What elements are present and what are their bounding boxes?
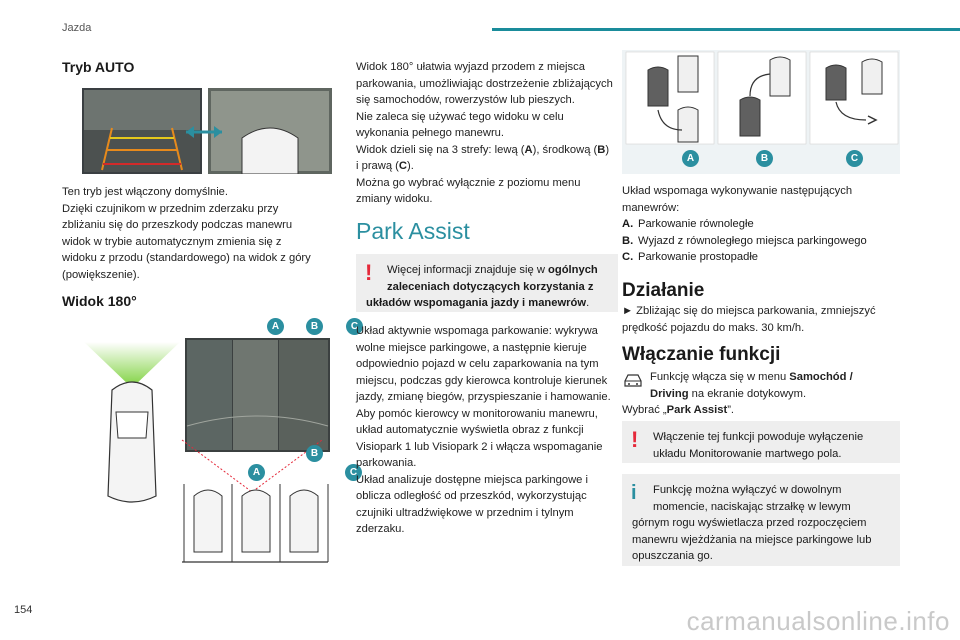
text-line: oblicza odległość od przeszkód, wykorzystując <box>356 490 587 502</box>
text-line: Funkcję włącza się w menu Samochód / <box>650 371 853 383</box>
text-line: manewrów: <box>622 201 680 214</box>
text-line: prędkość pojazdu do maks. 30 km/h. <box>622 321 805 334</box>
deactivation-info-note <box>622 474 900 566</box>
maneuver-c-badge: C <box>846 150 863 167</box>
text-line: ► Zbliżając się do miejsca parkowania, zmniejszyć <box>622 305 876 317</box>
text-line: Visiopark 1 lub Visiopark 2 i włącza wspomaganie <box>356 440 603 453</box>
text-line: zbliżaniu się do przeszkody podczas manewru <box>62 219 293 231</box>
text-line: się samochodów, rowerzystów lub pieszych. <box>356 94 575 106</box>
text-line: zmiany widoku. <box>356 193 433 205</box>
dzialanie-text <box>622 303 904 336</box>
zone-a-badge: A <box>267 318 284 335</box>
text-line: Funkcję można wyłączyć w dowolnym <box>653 484 842 496</box>
text-line: Dzięki czujnikom w przednim zderzaku przy <box>62 202 279 215</box>
text-line: Układ analizuje dostępne miejsca parkingowe i <box>356 473 588 486</box>
text-line: Nie zaleca się używać tego widoku w celu <box>356 110 564 123</box>
zone-c-badge-lower: C <box>345 464 362 481</box>
zones-line-2: i prawą (C). <box>356 160 414 172</box>
view-180-figure <box>82 316 359 566</box>
text-line: Układ wspomaga wykonywanie następujących <box>622 185 853 197</box>
text-line: układu Monitorowanie martwego pola. <box>653 447 842 460</box>
page-number: 154 <box>14 604 33 616</box>
text-line: Wybrać „Park Assist”. <box>622 404 735 416</box>
zones-line-1: Widok dzieli się na 3 strefy: lewą (A), środkową (B) <box>356 143 610 156</box>
text-line: momencie, naciskając strzałkę w lewym <box>653 500 851 513</box>
car-menu-icon <box>622 371 644 389</box>
auto-mode-figure <box>82 88 332 174</box>
warning-mark-icon: ! <box>631 427 639 452</box>
watermark: carmanualsonline.info <box>686 606 950 636</box>
maneuver-b-badge: B <box>756 150 773 167</box>
text-line: Można go wybrać wyłącznie z poziomu menu <box>356 176 581 189</box>
text-line: (powiększenie). <box>62 268 140 281</box>
zone-b-badge: B <box>306 318 323 335</box>
maneuver-item: A. Parkowanie równoległe <box>622 218 754 230</box>
text-line: jazdy, zmianę biegów, przyspieszanie i hamowanie. <box>356 391 611 403</box>
general-recommendations-note: ! Więcej informacji znajduje się w ogólnych zaleceniach dotyczących korzystania z układów wspomagania jazdy i manewrów. <box>356 254 618 312</box>
text-line: Driving na ekranie dotykowym. <box>650 387 807 400</box>
text-line: górnym rogu wyświetlacza przed rozpoczęciem <box>632 517 867 529</box>
text-line: czujniki ultradźwiękowe w przednim i tylnym <box>356 506 574 519</box>
park-assist-body <box>356 323 622 538</box>
text-line: miejscu, podczas gdy kierowca kontroluje kierunek <box>356 374 608 387</box>
tryb-auto-heading: Tryb AUTO <box>62 59 135 75</box>
widok-180-heading: Widok 180° <box>62 293 137 309</box>
wlaczanie-heading: Włączanie funkcji <box>622 344 781 365</box>
text-line: widok w trybie automatycznym zmienia się z <box>62 235 282 248</box>
maneuver-item: B. Wyjazd z równoległego miejsca parkingowego <box>622 234 867 247</box>
view-180-illustration <box>82 316 332 566</box>
text-line: Aby pomóc kierowcy w monitorowaniu manewru, <box>356 407 598 420</box>
text-line: układ automatycznie wyświetla obraz z funkcji <box>356 424 584 436</box>
view-180-intro <box>356 59 622 208</box>
park-assist-title: Park Assist <box>356 218 470 244</box>
maneuvers-figure <box>622 50 900 174</box>
text-line: Układ aktywnie wspomaga parkowanie: wykrywa <box>356 325 598 337</box>
activation-instruction <box>622 369 904 419</box>
text-line: widoku z przodu (standardowego) na widok z góry <box>62 252 311 264</box>
text-line: odpowiednio pojazd w celu zaparkowania na tym <box>356 358 599 370</box>
text-line: parkowania, umożliwiając dostrzeżenie zbliżających <box>356 77 613 90</box>
text-line: opuszczania go. <box>632 550 713 562</box>
tryb-auto-text <box>62 184 330 283</box>
section-header: Jazda <box>62 22 92 34</box>
text-line: manewru wjeżdżania na miejsce parkingowe lub <box>632 533 872 546</box>
maneuver-a-badge: A <box>682 150 699 167</box>
header-accent-bar <box>492 28 960 31</box>
text-line: wykonania pełnego manewru. <box>356 127 505 139</box>
zone-a-badge-lower: A <box>248 464 265 481</box>
text-line: parkowania. <box>356 457 417 469</box>
text-line: Ten tryb jest włączony domyślnie. <box>62 186 229 198</box>
info-mark-icon: i <box>631 482 637 504</box>
maneuver-item: C. Parkowanie prostopadłe <box>622 251 759 263</box>
zone-c-badge: C <box>346 318 363 335</box>
blind-spot-warning-note <box>622 421 900 463</box>
warning-mark-icon: ! <box>365 260 373 285</box>
maneuvers-section <box>622 183 904 266</box>
text-line: Widok 180° ułatwia wyjazd przodem z miejsca <box>356 61 585 73</box>
dzialanie-heading: Działanie <box>622 280 705 301</box>
zone-b-badge-lower: B <box>306 445 323 462</box>
text-line: Włączenie tej funkcji powoduje wyłączenie <box>653 431 864 443</box>
text-line: wolne miejsce parkingowe, a następnie kieruje <box>356 341 587 354</box>
camera-views-illustration <box>82 88 332 174</box>
text-line: zderzaku. <box>356 523 405 535</box>
